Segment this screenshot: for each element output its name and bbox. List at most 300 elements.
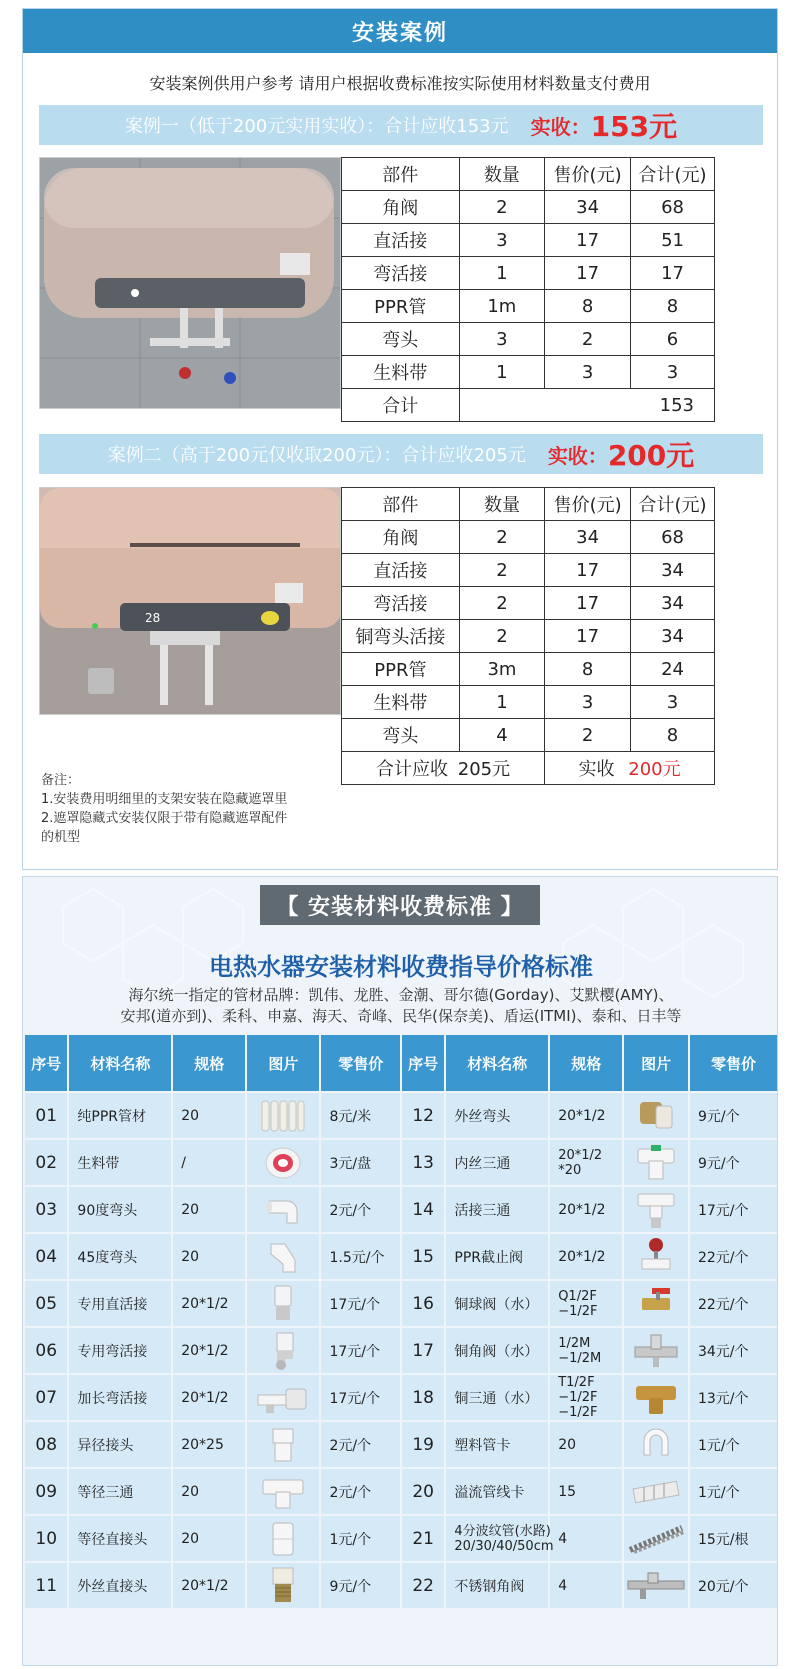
retail-price: 17元/个 (321, 1328, 399, 1373)
header-spec: 规格 (550, 1035, 622, 1091)
notes-title: 备注： (41, 773, 81, 788)
straight-union-icon (247, 1284, 319, 1324)
unit-price: 17 (545, 554, 631, 587)
material-name (446, 1469, 548, 1514)
item-number: 05 (25, 1281, 67, 1326)
material-image (247, 1234, 319, 1279)
material-image (247, 1422, 319, 1467)
case1-paid-value: 153元 (590, 110, 678, 143)
retail-price: 1元/个 (690, 1469, 777, 1514)
subtotal: 17 (631, 257, 715, 290)
part-name: PPR管 (342, 290, 460, 323)
unit-price: 8 (545, 653, 631, 686)
qty: 3m (459, 653, 544, 686)
table-row (25, 1375, 777, 1420)
table-row (25, 1563, 777, 1608)
spec (173, 1140, 245, 1185)
material-image (247, 1140, 319, 1185)
header-price: 零售价 (321, 1035, 399, 1091)
case2-description: 案例二（高于200元仅收取200元）：合计应收205元 (107, 445, 526, 466)
retail-price: 2元/个 (321, 1422, 399, 1467)
spec-text: 20*1/2 (558, 1248, 606, 1265)
material-name-text: 加长弯活接 (77, 1390, 148, 1407)
spec-text: 20 (181, 1201, 200, 1218)
material-name (446, 1516, 554, 1561)
spec-text: / (181, 1154, 186, 1171)
spec-text: 20*1/2 *20 (558, 1147, 603, 1178)
spec-text: 20 (181, 1107, 200, 1124)
spec (550, 1281, 622, 1326)
table-row (342, 587, 715, 620)
materials-header-row (25, 1035, 777, 1091)
item-number: 14 (402, 1187, 444, 1232)
install-cases-subtitle: 安装案例供用户参考 请用户根据收费标准按实际使用材料数量支付费用 (149, 74, 651, 93)
header-material-name: 材料名称 (446, 1035, 548, 1091)
subtotal: 24 (631, 653, 715, 686)
material-name-text: 生料带 (77, 1155, 120, 1172)
item-number: 08 (25, 1422, 67, 1467)
steel-angle-valve-icon (624, 1569, 688, 1603)
material-image (624, 1281, 688, 1326)
qty: 1 (459, 257, 545, 290)
spec (550, 1375, 622, 1420)
material-image (624, 1469, 688, 1514)
threaded-elbow-icon (624, 1096, 688, 1136)
qty: 1m (459, 290, 545, 323)
material-name (446, 1187, 548, 1232)
part-name: 弯活接 (342, 587, 460, 620)
case2-paid-value: 200元 (607, 439, 695, 472)
material-image (247, 1093, 319, 1138)
table-row (25, 1281, 777, 1326)
install-cases-section (22, 8, 778, 870)
header-no: 序号 (25, 1035, 67, 1091)
table-row (25, 1187, 777, 1232)
spec-text: 15 (558, 1483, 577, 1500)
retail-price: 1元/个 (321, 1516, 399, 1561)
retail-price: 3元/盘 (321, 1140, 399, 1185)
material-image (624, 1234, 688, 1279)
table-row (25, 1093, 777, 1138)
retail-price: 9元/个 (690, 1093, 777, 1138)
material-image (624, 1422, 688, 1467)
table-total-row (342, 752, 715, 785)
table-row (342, 653, 715, 686)
material-name-text: 等径三通 (77, 1484, 134, 1501)
spec-text: 4 (558, 1577, 568, 1594)
note-line: 2.遮罩隐藏式安装仅限于带有隐藏遮罩配件 (41, 811, 288, 826)
table-row (25, 1516, 777, 1561)
qty: 3 (459, 323, 545, 356)
header-material-name: 材料名称 (69, 1035, 171, 1091)
subtotal: 8 (631, 290, 715, 323)
material-name-text: 塑料管卡 (454, 1437, 511, 1454)
table-total-row (342, 389, 715, 422)
total-value: 153 (459, 389, 715, 422)
spec (550, 1093, 622, 1138)
threaded-coupling-icon (247, 1566, 319, 1606)
spec (550, 1422, 622, 1467)
spec (173, 1469, 245, 1514)
header-cell: 合计(元) (631, 488, 715, 521)
spec-text: 20*1/2 (181, 1389, 229, 1406)
coupling-icon (247, 1519, 319, 1559)
qty: 1 (459, 356, 545, 389)
case1-parts-table (341, 157, 715, 422)
part-name: 生料带 (342, 686, 460, 719)
item-number: 21 (402, 1516, 444, 1561)
qty: 1 (459, 686, 544, 719)
notes-block (41, 771, 341, 847)
material-image (624, 1187, 688, 1232)
header-price: 零售价 (690, 1035, 777, 1091)
total-value: 205元 (457, 759, 511, 780)
unit-price: 2 (545, 323, 631, 356)
subtotal: 34 (631, 587, 715, 620)
part-name: 铜弯头活接 (342, 620, 460, 653)
female-tee-icon (624, 1143, 688, 1183)
item-number: 17 (402, 1328, 444, 1373)
subtotal: 68 (631, 191, 715, 224)
retail-price: 20元/个 (690, 1563, 777, 1608)
table-row (342, 290, 715, 323)
material-name-text: 等径直接头 (77, 1531, 148, 1548)
spec (550, 1328, 622, 1373)
total-label: 合计应收 (376, 759, 449, 780)
item-number: 12 (402, 1093, 444, 1138)
material-name-text: 4分波纹管(水路) 20/30/40/50cm (454, 1523, 554, 1554)
spec (173, 1563, 245, 1608)
material-name (446, 1234, 548, 1279)
material-image (624, 1093, 688, 1138)
table-row (342, 686, 715, 719)
material-pricing-tag: 【 安装材料收费标准 】 (260, 885, 540, 925)
union-tee-icon (624, 1190, 688, 1230)
item-number: 02 (25, 1140, 67, 1185)
retail-price: 2元/个 (321, 1469, 399, 1514)
materials-price-table (23, 1033, 778, 1610)
spec-text: 20*1/2 (558, 1201, 606, 1218)
subtotal: 51 (631, 224, 715, 257)
retail-price: 34元/个 (690, 1328, 777, 1373)
table-row (25, 1140, 777, 1185)
spec-text: 20*1/2 (181, 1295, 229, 1312)
table-row (25, 1234, 777, 1279)
header-cell: 售价(元) (545, 488, 631, 521)
part-name: 弯头 (342, 323, 460, 356)
material-name (69, 1375, 171, 1420)
subtotal: 8 (631, 719, 715, 752)
material-name (446, 1375, 548, 1420)
subtotal: 6 (631, 323, 715, 356)
qty: 2 (459, 587, 544, 620)
spec-text: 20*25 (181, 1436, 224, 1453)
retail-price: 1元/个 (690, 1422, 777, 1467)
material-name (69, 1469, 171, 1514)
retail-price: 17元/个 (321, 1375, 399, 1420)
material-name (446, 1328, 548, 1373)
total-label: 合计 (342, 389, 460, 422)
item-number: 13 (402, 1140, 444, 1185)
material-image (624, 1563, 688, 1608)
spec-text: 4 (558, 1530, 568, 1547)
material-name-text: 外丝弯头 (454, 1108, 511, 1125)
unit-price: 17 (545, 620, 631, 653)
item-number: 15 (402, 1234, 444, 1279)
brands-line: 海尔统一指定的管材品牌：凯伟、龙胜、金潮、哥尔德(Gorday)、艾默樱(AMY)、 (128, 986, 674, 1004)
stop-valve-icon (624, 1237, 688, 1277)
part-name: 弯头 (342, 719, 460, 752)
total-cell (342, 752, 545, 785)
note-line: 的机型 (41, 830, 81, 845)
material-image (247, 1281, 319, 1326)
item-number: 04 (25, 1234, 67, 1279)
spec (550, 1563, 622, 1608)
case2-banner (39, 434, 763, 474)
table-row (342, 323, 715, 356)
tape-icon (247, 1146, 319, 1180)
header-image: 图片 (247, 1035, 319, 1091)
hose-clip-icon (624, 1475, 688, 1509)
item-number: 18 (402, 1375, 444, 1420)
header-cell: 数量 (459, 488, 544, 521)
spec (550, 1469, 622, 1514)
item-number: 07 (25, 1375, 67, 1420)
header-spec: 规格 (173, 1035, 245, 1091)
subtotal: 68 (631, 521, 715, 554)
part-name: PPR管 (342, 653, 460, 686)
spec-text: Q1/2F −1/2F (558, 1288, 598, 1319)
material-image (624, 1516, 688, 1561)
unit-price: 34 (545, 521, 631, 554)
install-cases-header: 安装案例 (23, 9, 777, 53)
table-header-row (342, 158, 715, 191)
case2-parts-table (341, 487, 715, 785)
spec (173, 1281, 245, 1326)
header-cell: 数量 (459, 158, 545, 191)
brands-line: 安邦(道亦到)、柔科、申嘉、海天、奇峰、民华(保奈美)、盾运(ITMI)、泰和、日丰等 (120, 1007, 682, 1025)
item-number: 09 (25, 1469, 67, 1514)
note-line: 1.安装费用明细里的支架安装在隐藏遮罩里 (41, 792, 288, 807)
spec (173, 1422, 245, 1467)
material-image (247, 1187, 319, 1232)
item-number: 20 (402, 1469, 444, 1514)
unit-price: 17 (545, 587, 631, 620)
spec (550, 1234, 622, 1279)
material-image (624, 1328, 688, 1373)
part-name: 生料带 (342, 356, 460, 389)
paid-label: 实收 (578, 759, 615, 780)
material-image (624, 1140, 688, 1185)
spec-text: T1/2F −1/2F −1/2F (558, 1375, 598, 1420)
material-pricing-section (22, 876, 778, 1666)
spec-text: 20*1/2 (181, 1342, 229, 1359)
material-name-text: 外丝直接头 (77, 1578, 148, 1595)
material-pricing-title: 电热水器安装材料收费指导价格标准 (209, 953, 593, 981)
material-name (69, 1328, 171, 1373)
svg-text:28: 28 (145, 611, 161, 625)
retail-price: 2元/个 (321, 1187, 399, 1232)
material-name-text: 活接三通 (454, 1202, 511, 1219)
case1-description: 案例一（低于200元实用实收）：合计应收153元 (124, 116, 509, 137)
material-name-text: 90度弯头 (77, 1202, 138, 1219)
subtotal: 3 (631, 686, 715, 719)
spec (550, 1187, 622, 1232)
item-number: 11 (25, 1563, 67, 1608)
part-name: 直活接 (342, 554, 460, 587)
elbow-45-icon (247, 1240, 319, 1274)
table-header-row (342, 488, 715, 521)
case2-water-heater-photo (39, 487, 341, 715)
material-name (446, 1563, 548, 1608)
material-name-text: 内丝三通 (454, 1155, 511, 1172)
pipe-clip-icon (624, 1425, 688, 1465)
unit-price: 34 (545, 191, 631, 224)
material-name (69, 1516, 171, 1561)
material-name-text: 铜球阀（水） (454, 1296, 539, 1313)
table-row (342, 257, 715, 290)
subtotal: 34 (631, 620, 715, 653)
item-number: 10 (25, 1516, 67, 1561)
spec-text: 20 (181, 1248, 200, 1265)
table-row (25, 1469, 777, 1514)
material-image (247, 1328, 319, 1373)
spec-text: 20 (558, 1436, 577, 1453)
qty: 4 (459, 719, 544, 752)
retail-price: 13元/个 (690, 1375, 777, 1420)
material-image (247, 1469, 319, 1514)
case1-banner (39, 105, 763, 145)
material-name-text: 不锈钢角阀 (454, 1578, 525, 1595)
header-cell: 合计(元) (631, 158, 715, 191)
table-row (342, 191, 715, 224)
case2-paid-label: 实收： (547, 443, 608, 468)
material-name-text: 铜角阀（水） (454, 1343, 539, 1360)
material-name (446, 1140, 548, 1185)
elbow-90-icon (247, 1193, 319, 1227)
unit-price: 3 (545, 686, 631, 719)
paid-cell (545, 752, 715, 785)
part-name: 角阀 (342, 521, 460, 554)
material-image (624, 1375, 688, 1420)
table-row (342, 356, 715, 389)
elbow-union-icon (247, 1331, 319, 1371)
spec-text: 1/2M −1/2M (558, 1335, 602, 1366)
spec (550, 1516, 622, 1561)
spec (550, 1140, 622, 1185)
retail-price: 8元/米 (321, 1093, 399, 1138)
angle-valve-icon (624, 1331, 688, 1371)
material-name (69, 1187, 171, 1232)
reducer-icon (247, 1425, 319, 1465)
spec-text: 20*1/2 (558, 1107, 606, 1124)
material-name-text: 溢流管线卡 (454, 1484, 525, 1501)
table-row (25, 1422, 777, 1467)
material-name-text: 铜三通（水） (454, 1390, 539, 1407)
material-image (247, 1516, 319, 1561)
ball-valve-icon (624, 1284, 688, 1324)
material-name-text: 异径接头 (77, 1437, 134, 1454)
table-row (342, 521, 715, 554)
qty: 2 (459, 620, 544, 653)
item-number: 22 (402, 1563, 444, 1608)
material-name-text: PPR截止阀 (454, 1249, 524, 1266)
spec (173, 1093, 245, 1138)
unit-price: 2 (545, 719, 631, 752)
retail-price: 9元/个 (690, 1140, 777, 1185)
item-number: 03 (25, 1187, 67, 1232)
unit-price: 17 (545, 257, 631, 290)
spec (173, 1187, 245, 1232)
material-name-text: 专用直活接 (77, 1296, 148, 1313)
long-elbow-union-icon (247, 1381, 319, 1415)
header-cell: 部件 (342, 488, 460, 521)
item-number: 06 (25, 1328, 67, 1373)
item-number: 16 (402, 1281, 444, 1326)
material-name (446, 1422, 548, 1467)
material-name (69, 1093, 171, 1138)
item-number: 01 (25, 1093, 67, 1138)
table-row (342, 719, 715, 752)
retail-price: 17元/个 (321, 1281, 399, 1326)
table-row (342, 224, 715, 257)
material-name (446, 1093, 548, 1138)
spec-text: 20 (181, 1530, 200, 1547)
retail-price: 17元/个 (690, 1187, 777, 1232)
spec-text: 20 (181, 1483, 200, 1500)
unit-price: 17 (545, 224, 631, 257)
header-no: 序号 (402, 1035, 444, 1091)
material-name (446, 1281, 548, 1326)
retail-price: 22元/个 (690, 1234, 777, 1279)
case1-paid-label: 实收： (530, 114, 591, 139)
brands-text (23, 985, 778, 1027)
material-name-text: 纯PPR管材 (77, 1108, 147, 1125)
spec-text: 20*1/2 (181, 1577, 229, 1594)
qty: 2 (459, 191, 545, 224)
retail-price: 22元/个 (690, 1281, 777, 1326)
subtotal: 34 (631, 554, 715, 587)
material-image (247, 1563, 319, 1608)
subtotal: 3 (631, 356, 715, 389)
unit-price: 3 (545, 356, 631, 389)
material-image (247, 1375, 319, 1420)
material-name-text: 45度弯头 (77, 1249, 138, 1266)
spec (173, 1516, 245, 1561)
table-row (25, 1328, 777, 1373)
case1-water-heater-photo (39, 157, 341, 409)
spec (173, 1375, 245, 1420)
unit-price: 8 (545, 290, 631, 323)
item-number: 19 (402, 1422, 444, 1467)
brass-tee-icon (624, 1378, 688, 1418)
material-name (69, 1563, 171, 1608)
retail-price: 1.5元/个 (321, 1234, 399, 1279)
part-name: 直活接 (342, 224, 460, 257)
equal-tee-icon (247, 1474, 319, 1510)
header-image: 图片 (624, 1035, 688, 1091)
part-name: 弯活接 (342, 257, 460, 290)
corrugated-hose-icon (624, 1522, 688, 1556)
pipes-icon (247, 1099, 319, 1133)
paid-value: 200元 (628, 759, 681, 780)
material-name (69, 1234, 171, 1279)
material-name (69, 1140, 171, 1185)
part-name: 角阀 (342, 191, 460, 224)
material-name (69, 1281, 171, 1326)
header-cell: 部件 (342, 158, 460, 191)
retail-price: 15元/根 (690, 1516, 777, 1561)
